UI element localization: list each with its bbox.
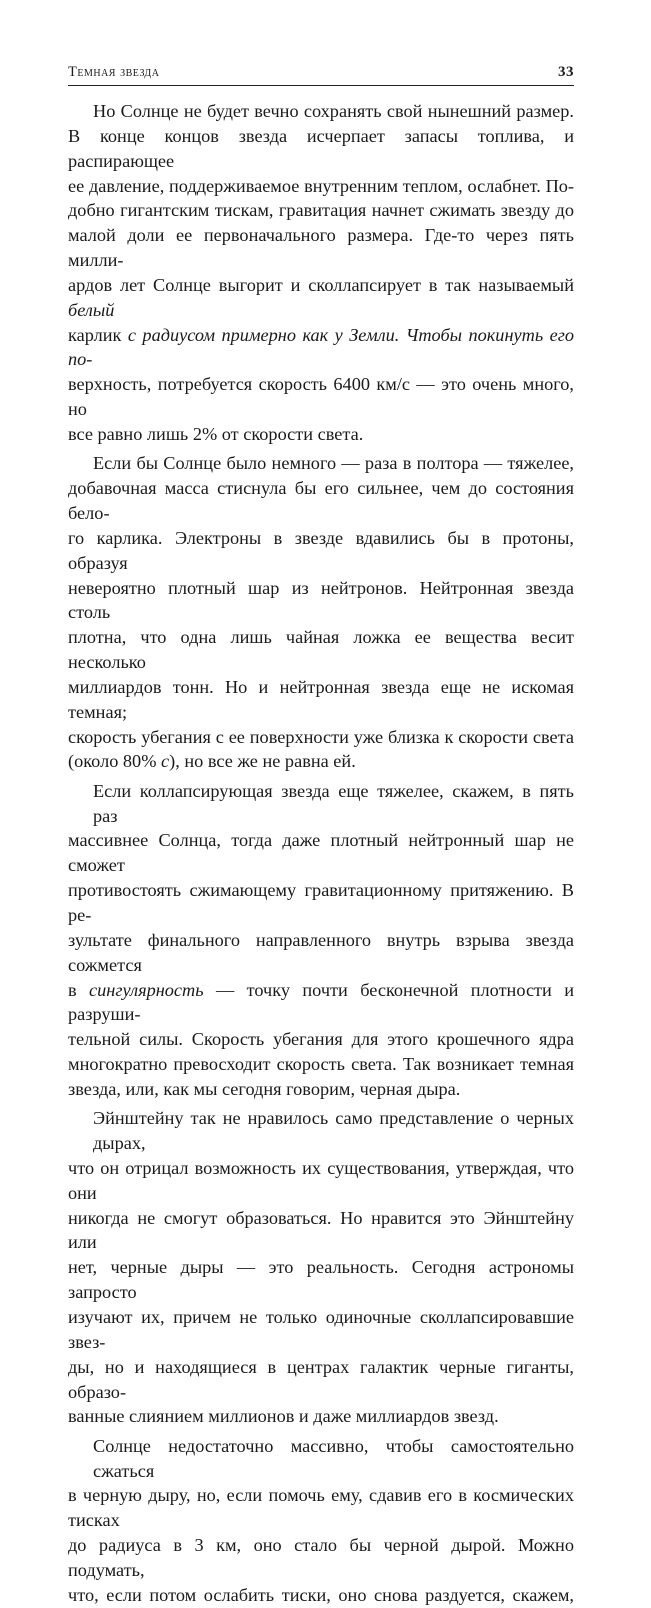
- text-line: го карлика. Электроны в звезде вдавились бы в протоны, образуя: [68, 527, 574, 573]
- running-title: Темная звезда: [68, 64, 160, 80]
- text-line: Солнце недостаточно массивно, чтобы самостоятельно сжаться: [93, 1435, 574, 1481]
- header-rule: [68, 85, 574, 86]
- text-line: никогда не смогут образоваться. Но нравится это Эйнштейну или: [68, 1207, 574, 1253]
- text-line: карлик с радиусом примерно как у Земли. Чтобы покинуть его по-: [68, 324, 574, 370]
- text-line: верхность, потребуется скорость 6400 км/с — это очень много, но: [68, 374, 574, 420]
- text-line: невероятно плотный шар из нейтронов. Нейтронная звезда столь: [68, 577, 574, 623]
- text-line: изучают их, причем не только одиночные сколлапсировавшие звез-: [68, 1307, 574, 1352]
- text-line: массивнее Солнца, тогда даже плотный нейтронный шар не сможет: [68, 830, 574, 876]
- text-line: противостоять сжимающему гравитационному притяжению. В ре-: [68, 880, 574, 925]
- text-line: все равно лишь 2% от скорости света.: [68, 423, 364, 444]
- text-line: многократно превосходит скорость света. Так возникает темная: [68, 1054, 574, 1075]
- body-text: [68, 99, 574, 1608]
- text-line: миллиардов тонн. Но и нейтронная звезда еще не искомая темная;: [68, 676, 574, 722]
- text-line: малой доли ее первоначального размера. Где-то через пять милли-: [68, 225, 574, 271]
- text-line: ардов лет Солнце выгорит и сколлапсирует в так называемый белый: [68, 274, 574, 320]
- italic-term: сингулярность: [89, 979, 204, 1000]
- text-line: плотна, что одна лишь чайная ложка ее вещества весит несколько: [68, 627, 574, 673]
- text-line: что, если потом ослабить тиски, оно снова раздуется, скажем,: [68, 1584, 574, 1605]
- text-line: в сингулярность — точку почти бесконечной плотности и разруши-: [68, 979, 574, 1025]
- text-line: добавочная масса стиснула бы его сильнее, чем до состояния бело-: [68, 478, 574, 523]
- text-line: Но Солнце не будет вечно сохранять свой нынешний размер.: [93, 101, 574, 121]
- paragraph: [68, 1434, 574, 1608]
- paragraph: [68, 1106, 574, 1429]
- text-line: Если коллапсирующая звезда еще тяжелее, скажем, в пять раз: [93, 780, 574, 826]
- paragraph: [68, 779, 574, 1102]
- text-line: ванные слиянием миллионов и даже миллиардов звезд.: [68, 1406, 499, 1427]
- paragraph: [68, 451, 574, 774]
- text-line: Эйнштейну так не нравилось само представление о черных дырах,: [93, 1108, 574, 1154]
- text-line: нет, черные дыры — это реальность. Сегодня астрономы запросто: [68, 1257, 574, 1303]
- text-line: добно гигантским тискам, гравитация начнет сжимать звезду до: [68, 200, 574, 221]
- page-number: 33: [558, 64, 574, 80]
- text-line: скорость убегания с ее поверхности уже близка к скорости света: [68, 726, 574, 747]
- text-line: до радиуса в 3 км, оно стало бы черной дырой. Можно подумать,: [68, 1535, 574, 1580]
- italic-term: с радиусом примерно как у Земли. Чтобы покинуть его по-: [68, 324, 574, 370]
- text-line: ее давление, поддерживаемое внутренним теплом, ослабнет. По-: [68, 175, 574, 196]
- running-header: [68, 64, 574, 81]
- text-line: тельной силы. Скорость убегания для этого крошечного ядра: [68, 1029, 574, 1050]
- paragraph: [68, 99, 574, 447]
- text-line: звезда, или, как мы сегодня говорим, черная дыра.: [68, 1078, 461, 1099]
- text-line: (около 80% c), но все же не равна ей.: [68, 751, 356, 772]
- italic-term: белый: [68, 299, 115, 320]
- text-line: что он отрицал возможность их существования, утверждая, что они: [68, 1157, 574, 1203]
- text-line: ды, но и находящиеся в центрах галактик черные гиганты, образо-: [68, 1356, 574, 1402]
- text-line: в черную дыру, но, если помочь ему, сдавив его в космических тисках: [68, 1485, 574, 1531]
- italic-term: c: [161, 751, 170, 772]
- text-line: Если бы Солнце было немного — раза в полтора — тяжелее,: [93, 453, 574, 474]
- text-line: В конце концов звезда исчерпает запасы топлива, и распирающее: [68, 125, 574, 171]
- text-line: зультате финального направленного внутрь взрыва звезда сожмется: [68, 929, 574, 975]
